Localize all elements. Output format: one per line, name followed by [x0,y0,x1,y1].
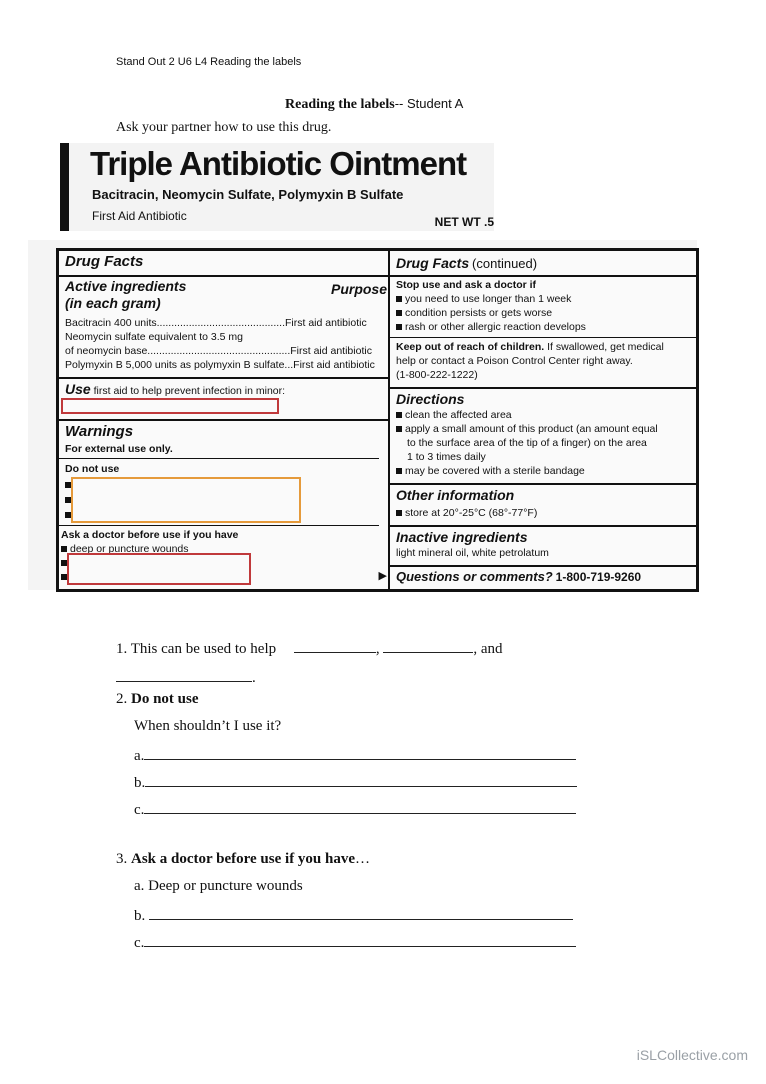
divider [390,387,696,389]
direction-item-cont: 1 to 3 times daily [407,451,486,463]
drug-facts-left [56,248,394,592]
ingredient-line: Neomycin sulfate equivalent to 3.5 mg [65,331,244,343]
title-suffix: -- Student A [394,96,464,111]
q3-blank-b[interactable] [149,905,573,920]
direction-item-text: may be covered with a sterile bandage [405,465,585,477]
drug-facts-heading: Drug Facts [65,253,144,270]
drug-facts-cont-label: (continued) [472,256,538,271]
stop-use-item [396,307,552,319]
page-header: Stand Out 2 U6 L4 Reading the labels [116,56,302,68]
external-use: For external use only. [65,443,173,455]
ingredient-line: of neomycin base.................................................First aid antibiotic [65,345,372,357]
q1-text: 1. This can be used to help [116,641,277,657]
q3-label-c: c. [134,935,145,951]
product-label [60,143,494,231]
store-item [396,507,537,519]
ingredient-line: Polymyxin B 5,000 units as polymyxin B sulfate...First aid antibiotic [65,359,375,371]
other-info-heading: Other information [396,487,515,503]
inactive-heading: Inactive ingredients [396,529,528,545]
stop-use-item [396,321,586,333]
title-main: Reading the labels [285,97,395,112]
ask-doctor-heading: Ask a doctor before use if you have [61,529,239,541]
q2-label-c: c. [134,802,145,818]
direction-item [396,465,585,477]
q2-answer-c [134,799,576,819]
product-category: First Aid Antibiotic [92,209,187,223]
q1-blank-2[interactable] [383,638,473,653]
instruction: Ask your partner how to use this drug. [116,120,332,135]
q2-blank-a[interactable] [144,745,576,760]
product-ingredients: Bacitracin, Neomycin Sulfate, Polymyxin B Sulfate [92,187,404,202]
drug-facts-cont-title: Drug Facts [396,255,470,271]
keep-out-rest: If swallowed, get medical [547,341,664,353]
page-title [285,96,463,113]
questions-label: Questions or comments? [396,569,553,584]
q3-answer-c [134,932,576,952]
product-net-weight: NET WT .5 [434,215,494,229]
active-ingredients-sub: (in each gram) [65,295,161,311]
q2-answer-b [134,772,577,792]
q3-title: Ask a doctor before use if you have [131,851,356,867]
answer-box-ask-doctor [67,553,251,585]
q2-blank-c[interactable] [144,799,576,814]
warnings-heading: Warnings [65,423,134,440]
direction-item-text: clean the affected area [405,409,512,421]
divider [59,377,391,379]
q1-blank-1[interactable] [294,638,376,653]
q1-and: , and [473,641,503,657]
stop-use-item [396,293,571,305]
question-2-title [116,691,199,708]
product-name: Triple Antibiotic Ointment [90,145,467,182]
q3-blank-c[interactable] [144,932,576,947]
q3-label-b: b. [134,908,146,924]
bullet-square [396,426,402,432]
product-bar [60,143,69,231]
bullet-square [396,468,402,474]
q2-label-b: b. [134,775,146,791]
arrow-icon: ▶ [378,570,387,582]
active-ingredients-heading: Active ingredients [65,278,187,294]
stop-use-heading: Stop use and ask a doctor if [396,279,537,291]
direction-item [396,423,658,435]
answer-box-use [61,398,279,414]
drug-facts-cont-heading [396,255,537,271]
direction-item-cont: to the surface area of the tip of a finger) on the area [407,437,647,449]
bullet-square [396,296,402,302]
direction-item [396,409,512,421]
watermark-footer: iSLCollective.com [636,1047,748,1063]
ingredient-line: Bacitracin 400 units............................................First aid antibiotic [65,317,367,329]
bullet-square [396,510,402,516]
use-label: Use [65,381,91,397]
keep-out-line-2: help or contact a Poison Control Center right away. [396,355,633,367]
divider [59,525,379,526]
bullet-square [396,412,402,418]
bullet-square [61,546,67,552]
q2-blank-b[interactable] [145,772,577,787]
divider [59,419,391,421]
q3-ellipsis: … [355,851,371,867]
q3-answer-b [134,905,573,925]
q2-number: 2. [116,691,128,707]
keep-out-line [396,341,664,353]
stop-use-item-text: condition persists or gets worse [405,307,553,319]
q1-period: . [252,670,256,686]
question-1 [116,638,503,658]
q2-answer-a [134,745,576,765]
divider [390,337,696,338]
use-text: first aid to help prevent infection in minor: [93,385,286,397]
q2-label-a: a. [134,748,145,764]
do-not-use-heading: Do not use [65,463,120,475]
questions-phone: 1-800-719-9260 [555,570,642,584]
drug-facts-right [388,248,699,592]
store-text: store at 20°-25°C (68°-77°F) [405,507,538,519]
drug-facts-panel [28,240,697,590]
q3-number: 3. [116,851,128,867]
q2-title: Do not use [131,691,199,707]
bullet-square [396,324,402,330]
inactive-text: light mineral oil, white petrolatum [396,547,549,559]
directions-heading: Directions [396,391,465,407]
keep-out-bold: Keep out of reach of children. [396,341,545,353]
q1-blank-3[interactable] [116,667,252,682]
purpose-heading: Purpose [330,281,387,297]
divider [59,275,391,277]
ask-doctor-item-text: deep or puncture wounds [70,543,189,555]
divider [59,458,379,459]
divider [390,275,696,277]
divider [390,483,696,485]
divider [390,525,696,527]
answer-box-do-not-use [71,477,301,523]
stop-use-item-text: you need to use longer than 1 week [405,293,572,305]
use-line [65,381,285,397]
q3-answer-a: a. Deep or puncture wounds [134,878,303,894]
direction-item-text: apply a small amount of this product (an amount equal [405,423,658,435]
stop-use-item-text: rash or other allergic reaction develops [405,321,586,333]
question-2-prompt: When shouldn’t I use it? [134,718,282,734]
question-3-title [116,851,370,868]
questions-line [396,569,641,584]
divider [390,565,696,567]
q1-comma: , [375,641,380,657]
bullet-square [396,310,402,316]
keep-out-line-3: (1-800-222-1222) [396,369,478,381]
question-1-cont [116,667,256,687]
